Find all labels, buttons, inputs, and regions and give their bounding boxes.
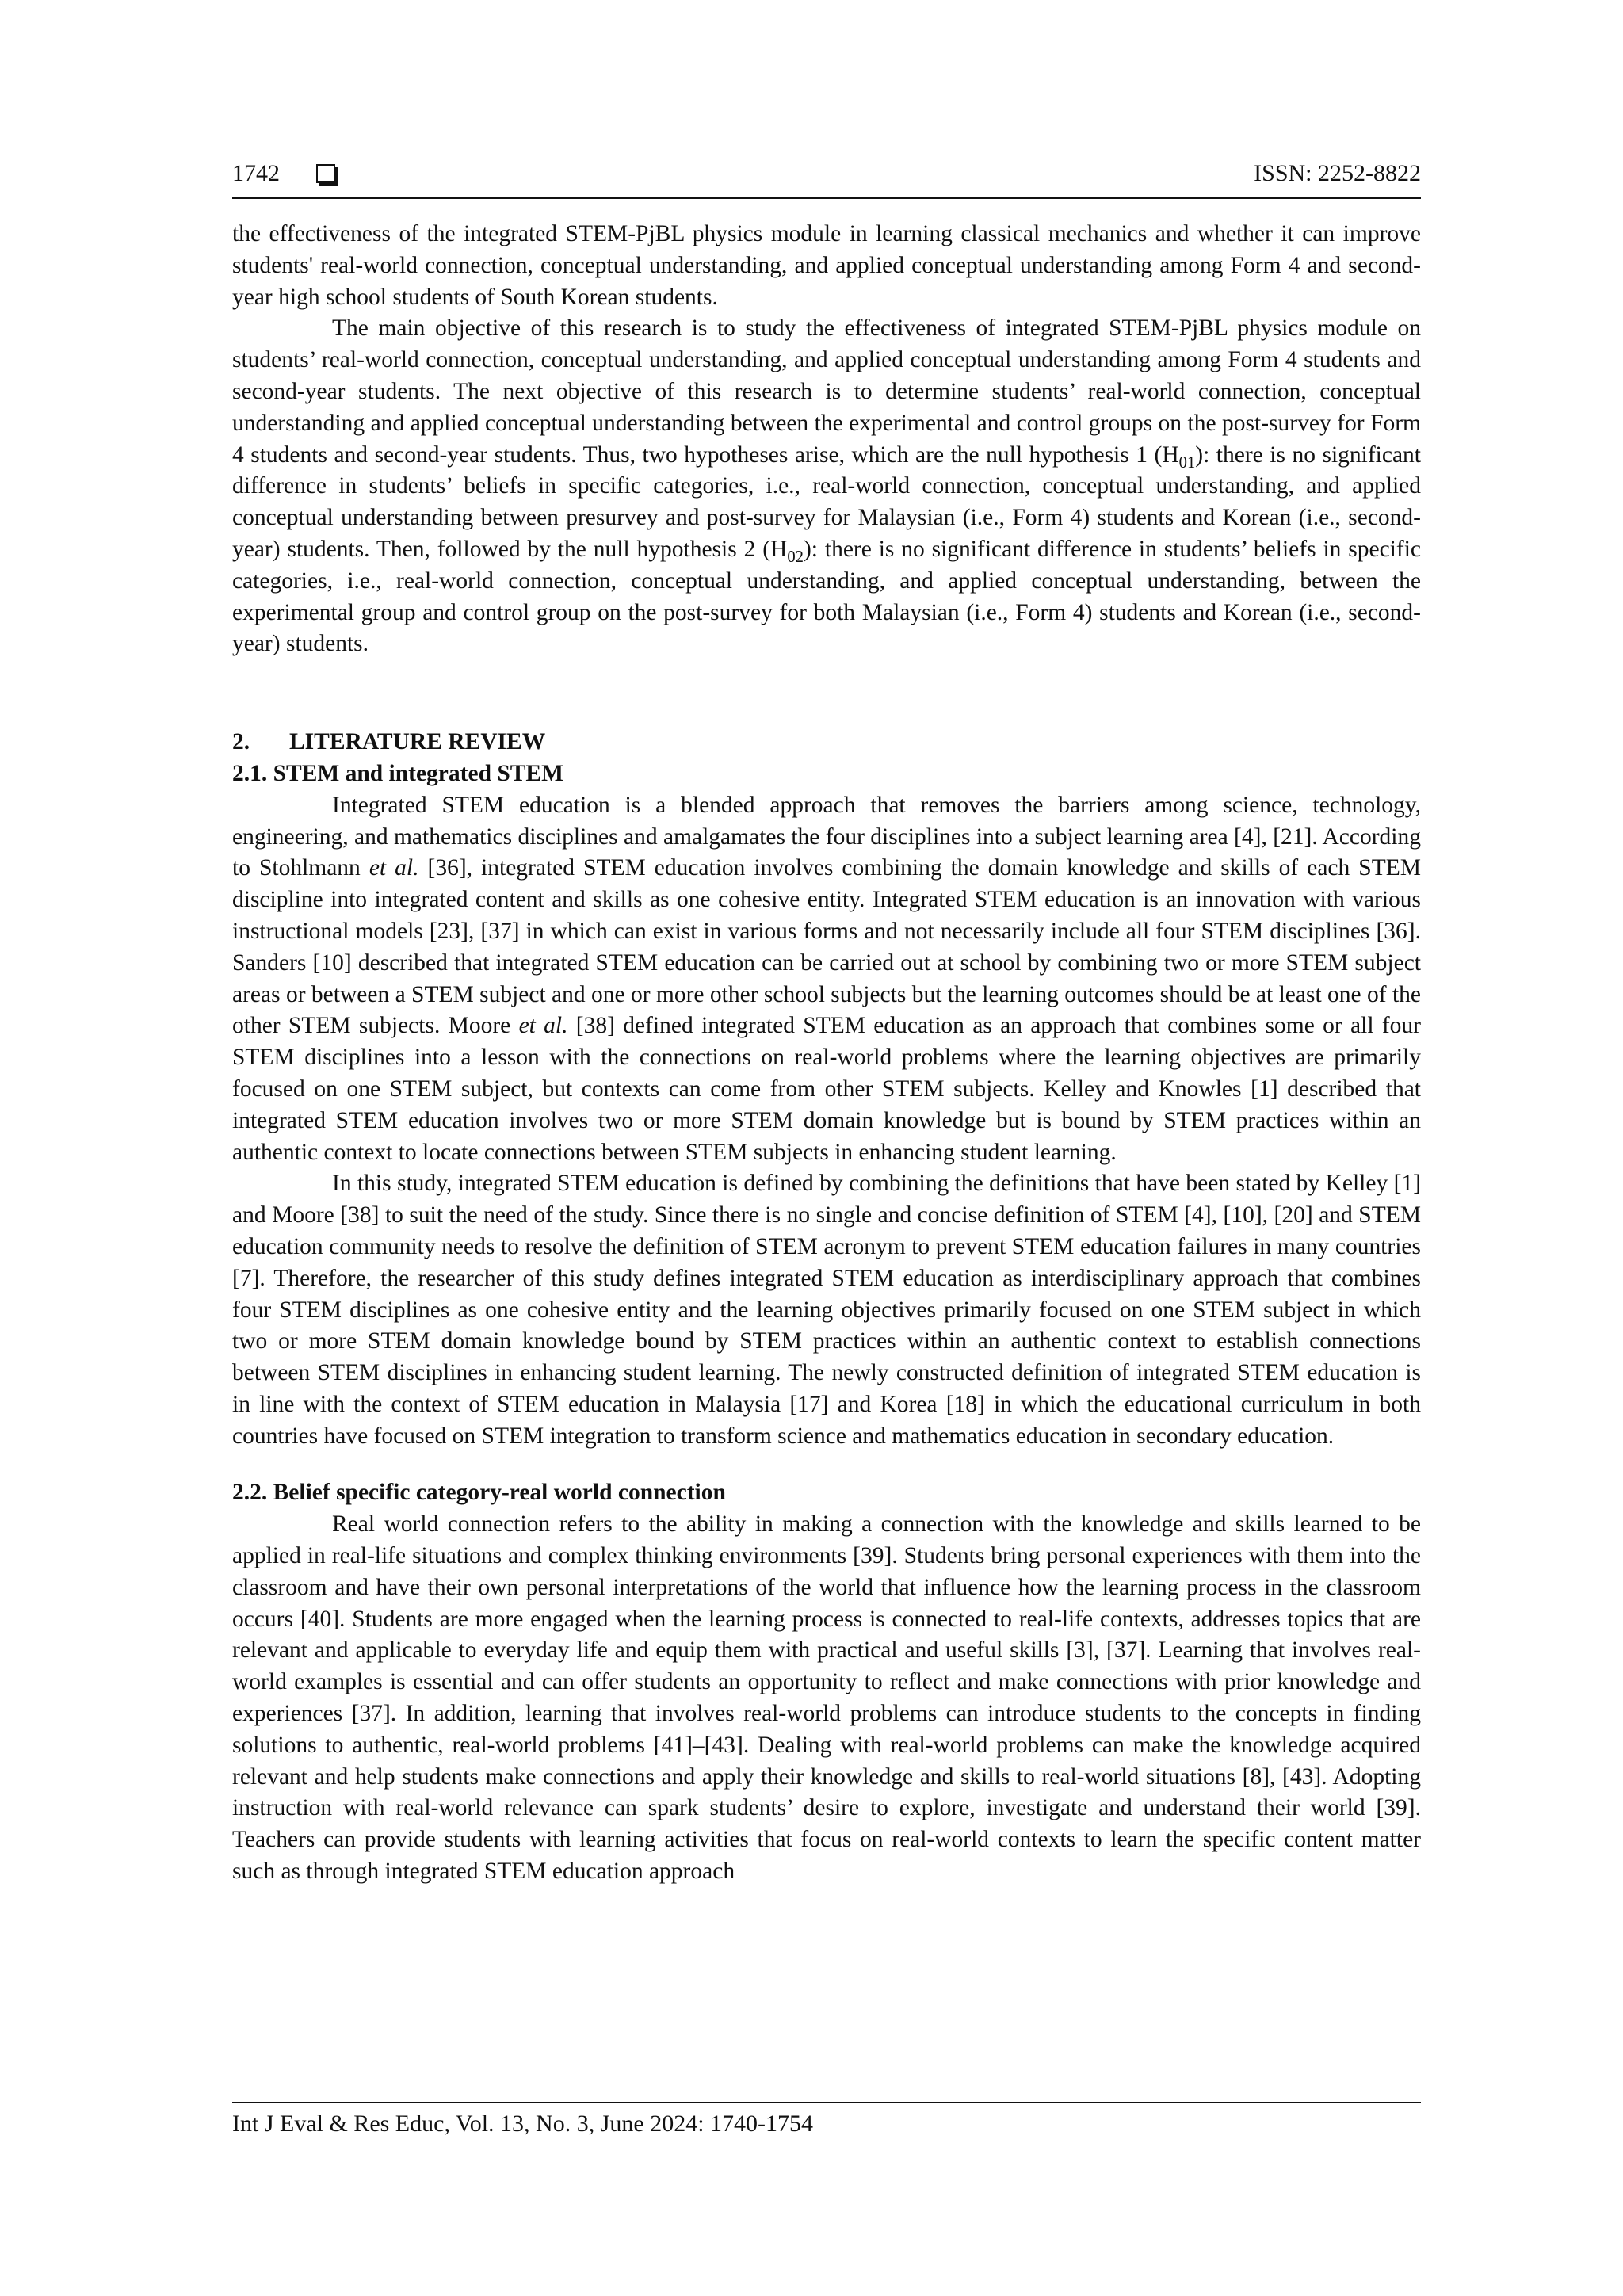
objectives-text-b: ): there is no significant difference in students’ beliefs in specific categories, i.e., real-world connection, conceptual understanding, and applied conceptual understanding between presurvey and post-survey for Malaysian (i.e., Form 4) students and Korean (i.e., second-year) students. Then, followed by the null hypothesis 2 (H — [232, 441, 1421, 562]
subsection-heading-2-2: 2.2. Belief specific category-real world connection — [232, 1480, 726, 1506]
hypothesis-1-subscript: 01 — [1178, 453, 1196, 472]
objectives-text-c: ): there is no significant difference in students’ beliefs in specific categories, i.e., real-world connection, conceptual understanding, and applied conceptual understanding, between the experimental group and control group on the post-survey for both Malaysian (i.e., Form 4) students and Korean (i.e., second-year) students. — [232, 536, 1421, 657]
stem-paragraph-1 — [232, 790, 1421, 1169]
page-header — [232, 155, 1421, 193]
section-number: 2. — [232, 729, 250, 755]
section-heading-literature-review — [232, 727, 1421, 758]
objectives-paragraph — [232, 313, 1421, 660]
intro-p1-text: the effectiveness of the integrated STEM-PjBL physics module in learning classical mechanics and whether it can improve students' real-world connection, conceptual understanding, and applied conceptual understanding among Form 4 and second-year high school students of South Korean students. — [232, 221, 1421, 310]
issn-label: ISSN: 2252-8822 — [1254, 160, 1421, 186]
section-title: LITERATURE REVIEW — [289, 729, 546, 755]
et-al-italic: et al. — [369, 855, 419, 881]
hypothesis-2-subscript: 02 — [787, 548, 804, 566]
footer-divider — [232, 2102, 1421, 2103]
real-world-paragraph: Real world connection refers to the ability in making a connection with the knowledge and skills learned to be applied in real-life situations and complex thinking environments [39]. Students bring personal experiences with them into the classroom and have their own personal interpretations of the world that influence how the learning process in the classroom occurs [40]. Students are more engaged when the learning process is connected to real-life contexts, addresses topics that are relevant and applicable to everyday life and equip them with practical and useful skills [3], [37]. Learning that involves real-world examples is essential and can offer students an opportunity to reflect and make connections with prior knowledge and experiences [37]. In addition, learning that involves real-world problems can introduce students to the concepts in finding solutions to authentic, real-world problems [41]–[43]. Dealing with real-world problems can make the knowledge acquired relevant and help students make connections and apply their knowledge and skills to real-world situations [8], [43]. Adopting instruction with real-world relevance can spark students’ desire to explore, investigate and understand their world [39]. Teachers can provide students with learning activities that focus on real-world contexts to learn the specific content matter such as through integrated STEM education approach — [232, 1511, 1421, 1885]
square-box-icon — [316, 164, 335, 183]
objectives-text-a: The main objective of this research is to study the effectiveness of integrated STEM-PjBL physics module on students’ real-world connection, conceptual understanding, and applied conceptual understanding among Form 4 students and second-year students. The next objective of this research is to determine students’ real-world connection, conceptual understanding and applied conceptual understanding between the experimental and control groups on the post-survey for Form 4 students and second-year students. Thus, two hypotheses arise, which are the null hypothesis 1 (H — [232, 315, 1421, 468]
stem-paragraph-2: In this study, integrated STEM education is defined by combining the definitions that have been stated by Kelley [1] and Moore [38] to suit the need of the study. Since there is no single and concise definition of STEM [4], [10], [20] and STEM education community needs to resolve the definition of STEM acronym to prevent STEM education failures in many countries [7]. Therefore, the researcher of this study defines integrated STEM education as interdisciplinary approach that combines four STEM disciplines as one cohesive entity and the learning objectives primarily focused on one STEM subject in which two or more STEM domain knowledge bound by STEM practices within an authentic context to establish connections between STEM disciplines in enhancing student learning. The newly constructed definition of integrated STEM education is in line with the context of STEM education in Malaysia [17] and Korea [18] in which the educational curriculum in both countries have focused on STEM integration to transform science and mathematics education in secondary education. — [232, 1171, 1421, 1449]
article-body — [232, 219, 1421, 1888]
page-number: 1742 — [232, 160, 280, 186]
spacer — [232, 660, 1421, 701]
stem-p1-text-a: Integrated STEM education is a blended approach that removes the barriers among science, technology, engineering, and mathematics disciplines and amalgamates the four disciplines into a subject learning area [4], [21]. According to Stohlmann — [232, 792, 1421, 881]
header-divider — [232, 197, 1421, 199]
subsection-heading-2-1: 2.1. STEM and integrated STEM — [232, 760, 563, 786]
spacer — [232, 701, 1421, 727]
footer-citation: Int J Eval & Res Educ, Vol. 13, No. 3, June 2024: 1740-1754 — [232, 2111, 814, 2137]
stem-p1-text-b: [36], integrated STEM education involves combining the domain knowledge and skills of each STEM discipline into integrated content and skills as one cohesive entity. Integrated STEM education is an innovation with various instructional models [23], [37] in which can exist in various forms and not necessarily include all four STEM disciplines [36]. Sanders [10] described that integrated STEM education can be carried out at school by combining two or more STEM subject areas or between a STEM subject and one or more other school subjects but the learning outcomes should be at least one of the other STEM subjects. Moore — [232, 855, 1421, 1039]
stem-p1-text-c: [38] defined integrated STEM education as an approach that combines some or all four STEM disciplines into a lesson with the connections on real-world problems where the learning objectives are primarily focused on one STEM subject, but contexts can come from other STEM subjects. Kelley and Knowles [1] described that integrated STEM education involves two or more STEM domain knowledge but is bound by STEM practices within an authentic context to locate connections between STEM subjects in enhancing student learning. — [232, 1013, 1421, 1165]
et-al-italic: et al. — [518, 1013, 568, 1039]
intro-paragraph-continued — [232, 219, 1421, 313]
spacer — [232, 1452, 1421, 1477]
